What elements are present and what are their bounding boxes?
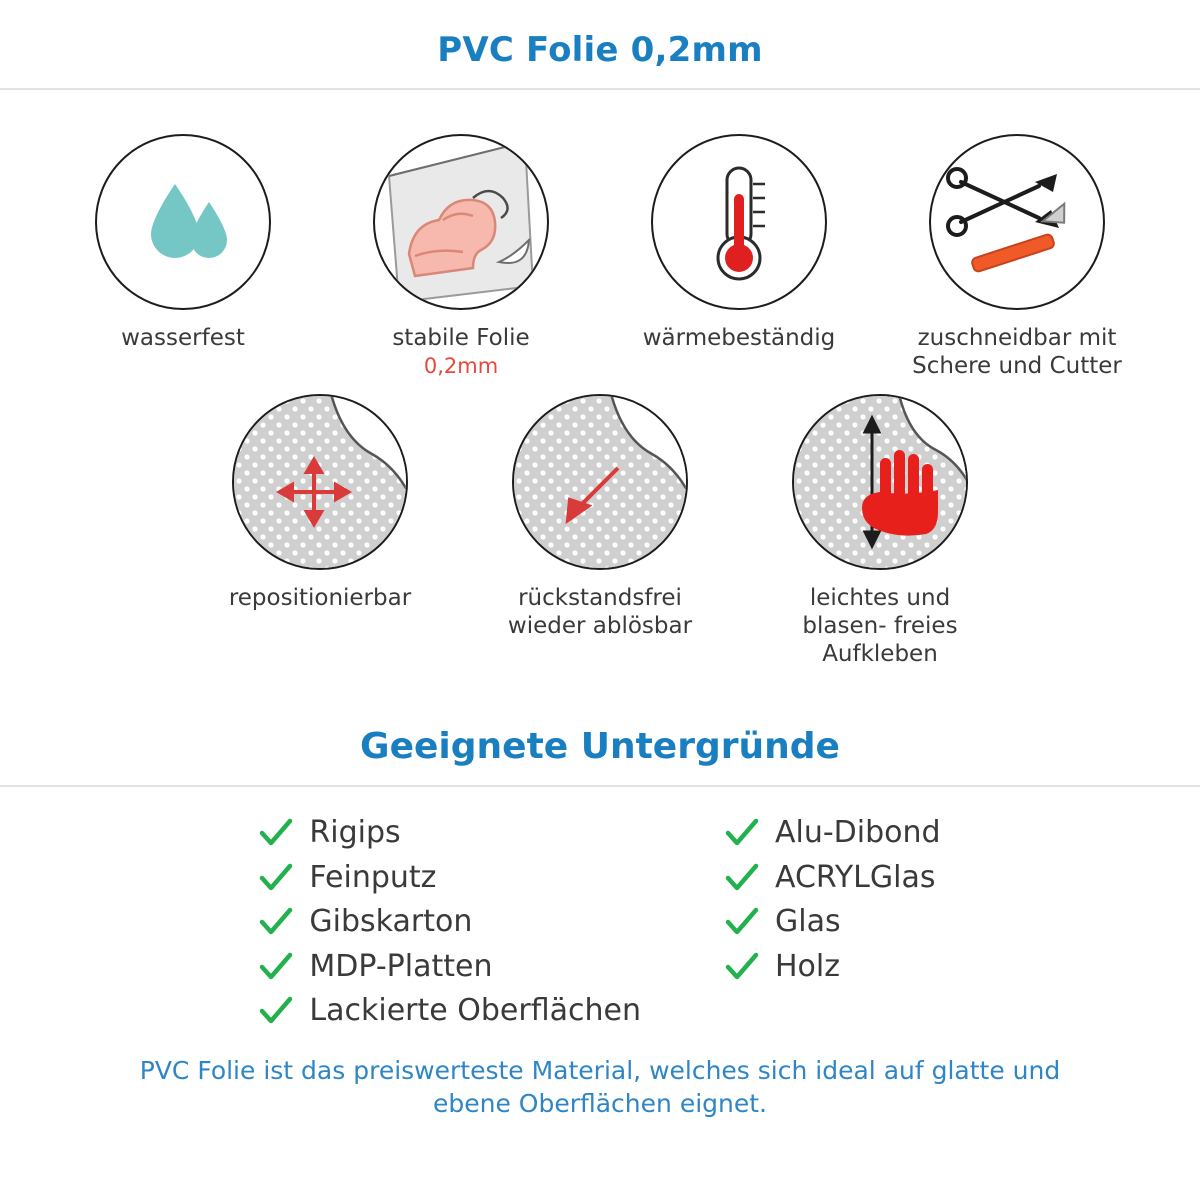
list-item bbox=[725, 902, 941, 943]
peel-off-icon bbox=[514, 396, 686, 568]
check-icon bbox=[725, 818, 759, 848]
feature-stabile-folie bbox=[356, 134, 566, 378]
thermometer-icon bbox=[653, 136, 825, 308]
feature-icon-circle bbox=[373, 134, 549, 310]
list-item-label: Holz bbox=[774, 948, 840, 984]
list-item bbox=[725, 947, 941, 988]
check-icon bbox=[725, 907, 759, 937]
list-item-label: Gibskarton bbox=[309, 904, 473, 940]
substrate-column-left bbox=[259, 813, 641, 1032]
reposition-arrows-icon bbox=[234, 396, 406, 568]
feature-icon-circle bbox=[95, 134, 271, 310]
feature-icon-circle bbox=[929, 134, 1105, 310]
list-item-label: Glas bbox=[774, 904, 841, 940]
substrate-column-right bbox=[725, 813, 941, 1032]
list-item-label: Lackierte Oberflächen bbox=[309, 993, 641, 1029]
feature-label: leichtes und blasen- freies Aufkleben bbox=[802, 585, 958, 668]
feature-label: zuschneidbar mit Schere und Cutter bbox=[912, 325, 1122, 380]
feature-rueckstandsfrei bbox=[495, 394, 705, 640]
feature-sublabel: 0,2mm bbox=[423, 354, 499, 379]
check-icon bbox=[259, 863, 293, 893]
list-item-label: ACRYLGlas bbox=[774, 859, 936, 895]
feature-wasserfest bbox=[78, 134, 288, 352]
list-item-label: Rigips bbox=[309, 815, 401, 851]
list-item bbox=[725, 813, 941, 854]
feature-repositionierbar bbox=[215, 394, 425, 612]
feature-zuschneidbar bbox=[912, 134, 1122, 380]
list-item bbox=[259, 991, 641, 1032]
list-item bbox=[259, 813, 641, 854]
list-item-label: Alu-Dibond bbox=[774, 815, 941, 851]
list-item bbox=[725, 858, 941, 899]
feature-row-1 bbox=[0, 134, 1200, 380]
list-item-label: MDP-Platten bbox=[309, 948, 493, 984]
feature-label: stabile Folie bbox=[392, 325, 530, 351]
feature-label: wasserfest bbox=[121, 325, 245, 351]
water-drops-icon bbox=[97, 136, 269, 308]
feature-row-2 bbox=[0, 394, 1200, 668]
feature-icon-circle bbox=[512, 394, 688, 570]
substrates-header bbox=[0, 712, 1200, 787]
check-icon bbox=[259, 818, 293, 848]
check-icon bbox=[259, 952, 293, 982]
feature-aufkleben bbox=[775, 394, 985, 668]
strong-arm-icon bbox=[375, 136, 547, 308]
feature-label: wärmebeständig bbox=[642, 325, 836, 351]
header bbox=[0, 0, 1200, 90]
check-icon bbox=[259, 907, 293, 937]
feature-icon-circle bbox=[651, 134, 827, 310]
substrates-section bbox=[0, 787, 1200, 1032]
list-item-label: Feinputz bbox=[309, 859, 437, 895]
footnote-text: PVC Folie ist das preiswerteste Material, welches sich ideal auf glatte und ebene Oberflächen eignet. bbox=[139, 1055, 1061, 1119]
feature-label: repositionierbar bbox=[228, 585, 412, 612]
feature-icon-circle bbox=[792, 394, 968, 570]
scissors-cutter-icon bbox=[931, 136, 1103, 308]
feature-label: rückstandsfrei wieder ablösbar bbox=[507, 585, 693, 640]
list-item bbox=[259, 858, 641, 899]
hand-apply-icon bbox=[794, 396, 966, 568]
check-icon bbox=[259, 996, 293, 1026]
list-item bbox=[259, 902, 641, 943]
features-section bbox=[0, 90, 1200, 668]
page-title: PVC Folie 0,2mm bbox=[437, 30, 763, 70]
feature-waermebestaendig bbox=[634, 134, 844, 352]
check-icon bbox=[725, 952, 759, 982]
section-title: Geeignete Untergründe bbox=[360, 726, 840, 768]
list-item bbox=[259, 947, 641, 988]
check-icon bbox=[725, 863, 759, 893]
feature-icon-circle bbox=[232, 394, 408, 570]
